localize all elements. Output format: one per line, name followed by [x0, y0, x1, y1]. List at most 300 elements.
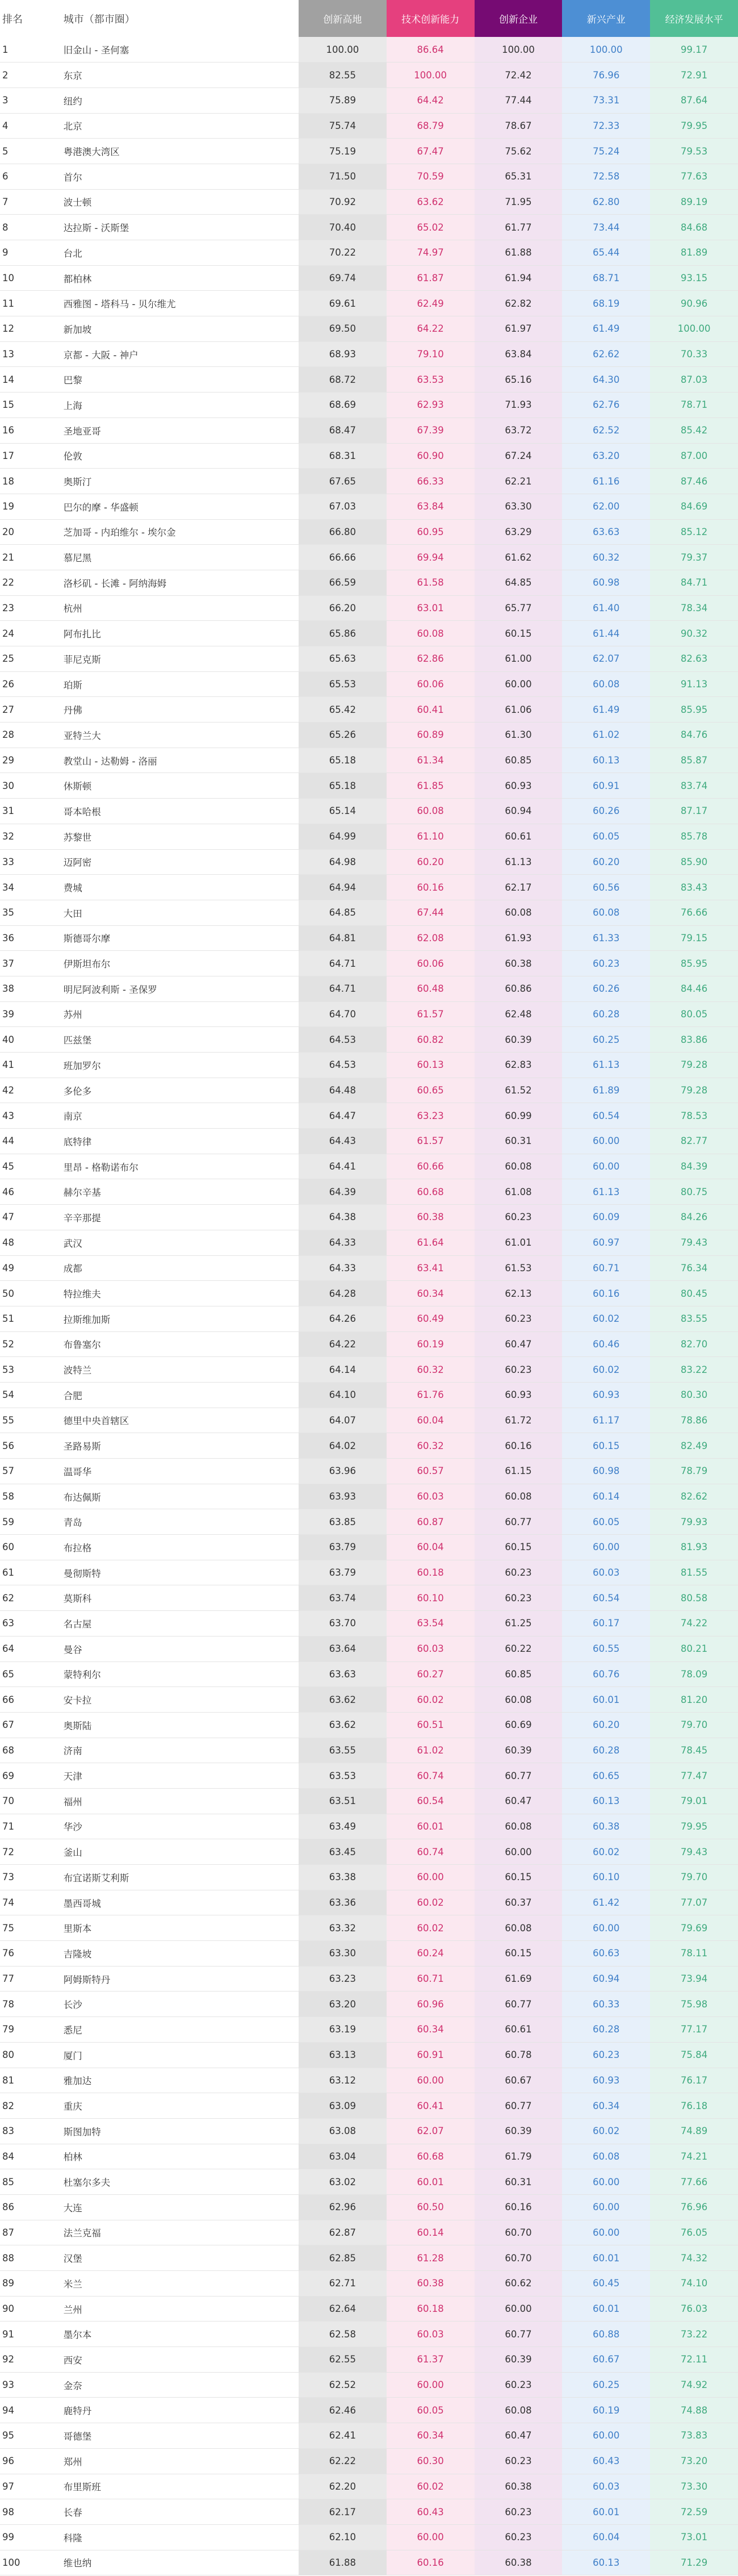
rank-cell: 34 [0, 875, 52, 900]
economic-development-value: 84.39 [650, 1154, 738, 1179]
innovative-enterprise-value: 61.77 [475, 215, 563, 240]
city-name: 鹿特丹 [52, 2398, 299, 2423]
emerging-industry-value: 60.05 [562, 824, 650, 849]
innovation-highland-value: 65.42 [299, 697, 387, 723]
emerging-industry-value: 60.26 [562, 976, 650, 1001]
city-name: 雅加达 [52, 2068, 299, 2093]
innovative-enterprise-value: 60.08 [475, 1154, 563, 1179]
innovation-highland-value: 68.93 [299, 341, 387, 367]
innovation-highland-value: 63.36 [299, 1890, 387, 1915]
city-name: 迈阿密 [52, 849, 299, 875]
table-row [0, 1535, 738, 1560]
city-name: 科隆 [52, 2524, 299, 2550]
rank-cell: 18 [0, 469, 52, 494]
economic-development-value: 84.71 [650, 570, 738, 595]
table-row [0, 443, 738, 469]
table-row [0, 1636, 738, 1661]
rank-cell: 94 [0, 2398, 52, 2423]
city-name: 明尼阿波利斯 - 圣保罗 [52, 976, 299, 1001]
tech-innovation-value: 60.08 [387, 621, 475, 646]
table-row [0, 849, 738, 875]
emerging-industry-value: 60.03 [562, 2474, 650, 2499]
emerging-industry-value: 60.71 [562, 1255, 650, 1281]
city-name: 费城 [52, 875, 299, 900]
table-row [0, 2118, 738, 2144]
tech-innovation-value: 60.10 [387, 1585, 475, 1611]
rank-cell: 12 [0, 316, 52, 342]
city-name: 拉斯维加斯 [52, 1306, 299, 1331]
city-name: 旧金山 - 圣何塞 [52, 37, 299, 62]
emerging-industry-value: 60.94 [562, 1966, 650, 1992]
table-row [0, 2093, 738, 2119]
rank-cell: 25 [0, 646, 52, 672]
innovation-highland-value: 62.71 [299, 2271, 387, 2297]
tech-innovation-value: 60.02 [387, 1915, 475, 1941]
table-row [0, 1103, 738, 1129]
city-name: 都柏林 [52, 265, 299, 291]
tech-innovation-value: 60.68 [387, 2144, 475, 2169]
table-row [0, 1966, 738, 1992]
tech-innovation-value: 60.48 [387, 976, 475, 1001]
city-name: 温哥华 [52, 1459, 299, 1484]
table-row [0, 2322, 738, 2347]
innovative-enterprise-value: 60.39 [475, 2118, 563, 2144]
economic-development-value: 80.75 [650, 1179, 738, 1205]
innovation-highland-value: 64.28 [299, 1281, 387, 1306]
table-row [0, 2245, 738, 2271]
rank-cell: 23 [0, 595, 52, 621]
innovation-highland-value: 63.85 [299, 1509, 387, 1535]
rank-cell: 36 [0, 925, 52, 951]
table-body [0, 37, 738, 2575]
tech-innovation-value: 61.57 [387, 1129, 475, 1154]
innovation-highland-value: 69.50 [299, 316, 387, 342]
innovative-enterprise-value: 60.70 [475, 2220, 563, 2245]
table-row [0, 2271, 738, 2297]
innovation-highland-value: 63.13 [299, 2042, 387, 2068]
rank-cell: 85 [0, 2169, 52, 2195]
emerging-industry-value: 60.00 [562, 1129, 650, 1154]
rank-cell: 42 [0, 1078, 52, 1103]
table-row [0, 595, 738, 621]
rank-cell: 93 [0, 2372, 52, 2398]
emerging-industry-value: 60.20 [562, 1712, 650, 1738]
rank-cell: 6 [0, 164, 52, 189]
economic-development-value: 84.69 [650, 494, 738, 519]
city-name: 杜塞尔多夫 [52, 2169, 299, 2195]
rank-cell: 48 [0, 1230, 52, 1255]
tech-innovation-value: 60.68 [387, 1179, 475, 1205]
innovation-highland-value: 75.74 [299, 113, 387, 139]
economic-development-value: 77.07 [650, 1890, 738, 1915]
table-row [0, 189, 738, 215]
economic-development-value: 82.49 [650, 1433, 738, 1459]
table-row [0, 697, 738, 723]
emerging-industry-value: 60.00 [562, 1154, 650, 1179]
innovative-enterprise-value: 60.77 [475, 2322, 563, 2347]
tech-innovation-value: 60.95 [387, 519, 475, 545]
innovation-highland-value: 64.81 [299, 925, 387, 951]
rank-cell: 63 [0, 1611, 52, 1636]
innovative-enterprise-value: 60.23 [475, 2524, 563, 2550]
tech-innovation-value: 60.50 [387, 2194, 475, 2220]
table-row [0, 773, 738, 799]
city-name: 济南 [52, 1738, 299, 1763]
innovative-enterprise-value: 61.62 [475, 545, 563, 570]
table-row [0, 1560, 738, 1585]
header-rank[interactable]: 排名 [0, 0, 52, 37]
city-name: 休斯顿 [52, 773, 299, 799]
rank-cell: 62 [0, 1585, 52, 1611]
economic-development-value: 74.22 [650, 1611, 738, 1636]
innovation-highland-value: 69.61 [299, 291, 387, 316]
economic-development-value: 87.46 [650, 469, 738, 494]
innovative-enterprise-value: 60.16 [475, 2194, 563, 2220]
innovative-enterprise-value: 60.67 [475, 2068, 563, 2093]
city-name: 哥德堡 [52, 2423, 299, 2449]
emerging-industry-value: 61.33 [562, 925, 650, 951]
table-row [0, 240, 738, 266]
city-name: 奥斯陆 [52, 1712, 299, 1738]
tech-innovation-value: 60.32 [387, 1433, 475, 1459]
city-name: 波士顿 [52, 189, 299, 215]
emerging-industry-value: 60.08 [562, 2144, 650, 2169]
header-row [0, 0, 738, 37]
economic-development-value: 83.43 [650, 875, 738, 900]
innovation-highland-value: 70.22 [299, 240, 387, 266]
city-name: 安卡拉 [52, 1687, 299, 1713]
economic-development-value: 78.86 [650, 1408, 738, 1433]
innovative-enterprise-value: 60.23 [475, 2448, 563, 2474]
innovation-highland-value: 62.22 [299, 2448, 387, 2474]
city-name: 布里斯班 [52, 2474, 299, 2499]
tech-innovation-value: 68.79 [387, 113, 475, 139]
tech-innovation-value: 60.27 [387, 1661, 475, 1687]
economic-development-value: 78.09 [650, 1661, 738, 1687]
tech-innovation-value: 61.76 [387, 1382, 475, 1408]
table-row [0, 1738, 738, 1763]
innovative-enterprise-value: 61.79 [475, 2144, 563, 2169]
innovative-enterprise-value: 60.39 [475, 1027, 563, 1053]
innovative-enterprise-value: 77.44 [475, 87, 563, 113]
innovative-enterprise-value: 64.85 [475, 570, 563, 595]
table-row [0, 37, 738, 62]
tech-innovation-value: 60.89 [387, 723, 475, 748]
economic-development-value: 82.77 [650, 1129, 738, 1154]
table-row [0, 570, 738, 595]
rank-cell: 76 [0, 1941, 52, 1967]
tech-innovation-value: 60.74 [387, 1763, 475, 1789]
innovation-highland-value: 63.49 [299, 1814, 387, 1839]
innovation-highland-value: 75.19 [299, 139, 387, 164]
economic-development-value: 79.28 [650, 1053, 738, 1078]
city-name: 苏黎世 [52, 824, 299, 849]
rank-cell: 57 [0, 1459, 52, 1484]
tech-innovation-value: 60.01 [387, 2169, 475, 2195]
emerging-industry-value: 62.00 [562, 494, 650, 519]
innovation-highland-value: 64.53 [299, 1053, 387, 1078]
emerging-industry-value: 60.02 [562, 1306, 650, 1331]
table-row [0, 1001, 738, 1027]
rank-cell: 29 [0, 748, 52, 773]
table-row [0, 291, 738, 316]
innovative-enterprise-value: 71.93 [475, 393, 563, 418]
emerging-industry-value: 60.23 [562, 2042, 650, 2068]
city-name: 巴黎 [52, 367, 299, 393]
city-name: 布拉格 [52, 1535, 299, 1560]
innovative-enterprise-value: 60.00 [475, 1839, 563, 1865]
city-name: 圣路易斯 [52, 1433, 299, 1459]
emerging-industry-value: 60.00 [562, 1535, 650, 1560]
tech-innovation-value: 60.66 [387, 1154, 475, 1179]
innovative-enterprise-value: 60.15 [475, 621, 563, 646]
city-name: 大连 [52, 2194, 299, 2220]
innovation-highland-value: 64.99 [299, 824, 387, 849]
table-row [0, 1788, 738, 1814]
rank-cell: 88 [0, 2245, 52, 2271]
table-row [0, 2448, 738, 2474]
city-name: 辛辛那提 [52, 1205, 299, 1230]
rank-cell: 83 [0, 2118, 52, 2144]
innovative-enterprise-value: 61.06 [475, 697, 563, 723]
innovative-enterprise-value: 60.61 [475, 2017, 563, 2043]
economic-development-value: 72.11 [650, 2347, 738, 2373]
rank-cell: 61 [0, 1560, 52, 1585]
table-row [0, 1712, 738, 1738]
economic-development-value: 85.90 [650, 849, 738, 875]
innovative-enterprise-value: 60.16 [475, 1433, 563, 1459]
economic-development-value: 91.13 [650, 671, 738, 697]
city-name: 阿布扎比 [52, 621, 299, 646]
city-name: 苏州 [52, 1001, 299, 1027]
innovation-highland-value: 66.80 [299, 519, 387, 545]
emerging-industry-value: 60.46 [562, 1331, 650, 1357]
table-row [0, 925, 738, 951]
innovative-enterprise-value: 60.77 [475, 1763, 563, 1789]
emerging-industry-value: 62.76 [562, 393, 650, 418]
economic-development-value: 93.15 [650, 265, 738, 291]
innovation-highland-value: 68.69 [299, 393, 387, 418]
rank-cell: 56 [0, 1433, 52, 1459]
economic-development-value: 82.62 [650, 1484, 738, 1509]
economic-development-value: 85.95 [650, 697, 738, 723]
rank-cell: 81 [0, 2068, 52, 2093]
economic-development-value: 75.84 [650, 2042, 738, 2068]
rank-cell: 28 [0, 723, 52, 748]
city-name: 长春 [52, 2499, 299, 2525]
emerging-industry-value: 60.67 [562, 2347, 650, 2373]
innovation-highland-value: 63.93 [299, 1484, 387, 1509]
innovation-highland-value: 64.33 [299, 1255, 387, 1281]
innovation-highland-value: 62.96 [299, 2194, 387, 2220]
tech-innovation-value: 60.30 [387, 2448, 475, 2474]
emerging-industry-value: 60.05 [562, 1509, 650, 1535]
innovative-enterprise-value: 60.38 [475, 2550, 563, 2575]
emerging-industry-value: 60.01 [562, 2245, 650, 2271]
innovative-enterprise-value: 62.21 [475, 469, 563, 494]
innovative-enterprise-value: 60.23 [475, 1306, 563, 1331]
tech-innovation-value: 61.10 [387, 824, 475, 849]
innovation-highland-value: 66.66 [299, 545, 387, 570]
emerging-industry-value: 60.55 [562, 1636, 650, 1661]
innovative-enterprise-value: 67.24 [475, 443, 563, 469]
city-name: 釜山 [52, 1839, 299, 1865]
economic-development-value: 80.58 [650, 1585, 738, 1611]
innovation-highland-value: 64.22 [299, 1331, 387, 1357]
economic-development-value: 85.42 [650, 417, 738, 443]
economic-development-value: 90.96 [650, 291, 738, 316]
innovation-highland-value: 63.62 [299, 1687, 387, 1713]
table-row [0, 1941, 738, 1967]
emerging-industry-value: 60.09 [562, 1205, 650, 1230]
emerging-industry-value: 63.20 [562, 443, 650, 469]
innovation-highland-value: 64.38 [299, 1205, 387, 1230]
rank-cell: 5 [0, 139, 52, 164]
innovation-highland-value: 63.38 [299, 1865, 387, 1890]
innovative-enterprise-value: 60.85 [475, 748, 563, 773]
innovation-highland-value: 63.23 [299, 1966, 387, 1992]
emerging-industry-value: 60.02 [562, 1839, 650, 1865]
rank-cell: 15 [0, 393, 52, 418]
table-row [0, 1281, 738, 1306]
rank-cell: 3 [0, 87, 52, 113]
economic-development-value: 84.76 [650, 723, 738, 748]
city-name: 悉尼 [52, 2017, 299, 2043]
economic-development-value: 85.87 [650, 748, 738, 773]
economic-development-value: 76.34 [650, 1255, 738, 1281]
economic-development-value: 73.20 [650, 2448, 738, 2474]
emerging-industry-value: 61.02 [562, 723, 650, 748]
emerging-industry-value: 60.38 [562, 1814, 650, 1839]
city-name: 斯德哥尔摩 [52, 925, 299, 951]
city-name: 西安 [52, 2347, 299, 2373]
city-name: 布鲁塞尔 [52, 1331, 299, 1357]
innovative-enterprise-value: 60.86 [475, 976, 563, 1001]
innovation-highland-value: 64.14 [299, 1357, 387, 1383]
emerging-industry-value: 60.01 [562, 2499, 650, 2525]
economic-development-value: 87.64 [650, 87, 738, 113]
emerging-industry-value: 60.28 [562, 1738, 650, 1763]
city-name: 米兰 [52, 2271, 299, 2297]
rank-cell: 17 [0, 443, 52, 469]
tech-innovation-value: 69.94 [387, 545, 475, 570]
innovation-highland-value: 100.00 [299, 37, 387, 62]
table-row [0, 976, 738, 1001]
economic-development-value: 77.17 [650, 2017, 738, 2043]
rank-cell: 78 [0, 1992, 52, 2017]
tech-innovation-value: 60.38 [387, 2271, 475, 2297]
rank-cell: 92 [0, 2347, 52, 2373]
innovation-highland-value: 62.58 [299, 2322, 387, 2347]
table-row [0, 113, 738, 139]
rank-cell: 38 [0, 976, 52, 1001]
emerging-industry-value: 61.40 [562, 595, 650, 621]
city-name: 新加坡 [52, 316, 299, 342]
emerging-industry-value: 60.93 [562, 2068, 650, 2093]
tech-innovation-value: 60.20 [387, 849, 475, 875]
city-name: 匹兹堡 [52, 1027, 299, 1053]
rank-cell: 77 [0, 1966, 52, 1992]
innovative-enterprise-value: 60.23 [475, 2372, 563, 2398]
economic-development-value: 79.37 [650, 545, 738, 570]
emerging-industry-value: 61.16 [562, 469, 650, 494]
innovation-highland-value: 68.31 [299, 443, 387, 469]
economic-development-value: 79.43 [650, 1230, 738, 1255]
rank-cell: 47 [0, 1205, 52, 1230]
rank-cell: 64 [0, 1636, 52, 1661]
rank-cell: 65 [0, 1661, 52, 1687]
header-city[interactable]: 城市（都市圈） [52, 0, 299, 37]
tech-innovation-value: 62.93 [387, 393, 475, 418]
city-name: 大田 [52, 900, 299, 925]
tech-innovation-value: 60.74 [387, 1839, 475, 1865]
innovative-enterprise-value: 60.39 [475, 1738, 563, 1763]
economic-development-value: 74.32 [650, 2245, 738, 2271]
tech-innovation-value: 70.59 [387, 164, 475, 189]
rank-cell: 70 [0, 1788, 52, 1814]
economic-development-value: 76.17 [650, 2068, 738, 2093]
rank-cell: 40 [0, 1027, 52, 1053]
rank-cell: 66 [0, 1687, 52, 1713]
emerging-industry-value: 61.13 [562, 1053, 650, 1078]
rank-cell: 55 [0, 1408, 52, 1433]
innovative-enterprise-value: 61.13 [475, 849, 563, 875]
table-row [0, 393, 738, 418]
rank-cell: 53 [0, 1357, 52, 1383]
table-row [0, 2550, 738, 2575]
rank-cell: 1 [0, 37, 52, 62]
city-name: 汉堡 [52, 2245, 299, 2271]
innovation-highland-value: 68.72 [299, 367, 387, 393]
tech-innovation-value: 61.64 [387, 1230, 475, 1255]
economic-development-value: 83.22 [650, 1357, 738, 1383]
header-innovation-highland[interactable]: 创新高地 [299, 0, 387, 37]
economic-development-value: 82.70 [650, 1331, 738, 1357]
header-innovative-enterprise[interactable]: 创新企业 [475, 0, 563, 37]
innovative-enterprise-value: 65.16 [475, 367, 563, 393]
table-row [0, 621, 738, 646]
emerging-industry-value: 62.07 [562, 646, 650, 672]
table-row [0, 265, 738, 291]
header-economic-development[interactable]: 经济发展水平 [650, 0, 738, 37]
innovation-highland-value: 70.40 [299, 215, 387, 240]
city-name: 合肥 [52, 1382, 299, 1408]
innovation-highland-value: 63.62 [299, 1712, 387, 1738]
rank-cell: 26 [0, 671, 52, 697]
header-tech-innovation[interactable]: 技术创新能力 [387, 0, 475, 37]
innovative-enterprise-value: 61.30 [475, 723, 563, 748]
city-name: 阿姆斯特丹 [52, 1966, 299, 1992]
table-row [0, 519, 738, 545]
economic-development-value: 79.70 [650, 1865, 738, 1890]
economic-development-value: 79.53 [650, 139, 738, 164]
innovation-highland-value: 64.71 [299, 976, 387, 1001]
economic-development-value: 85.78 [650, 824, 738, 849]
emerging-industry-value: 60.13 [562, 2550, 650, 2575]
tech-innovation-value: 60.16 [387, 875, 475, 900]
header-emerging-industry[interactable]: 新兴产业 [562, 0, 650, 37]
tech-innovation-value: 60.41 [387, 2093, 475, 2119]
tech-innovation-value: 60.13 [387, 1053, 475, 1078]
innovative-enterprise-value: 60.47 [475, 2423, 563, 2449]
tech-innovation-value: 60.03 [387, 1484, 475, 1509]
rank-cell: 50 [0, 1281, 52, 1306]
economic-development-value: 85.95 [650, 951, 738, 976]
table-row [0, 2474, 738, 2499]
tech-innovation-value: 60.00 [387, 2068, 475, 2093]
economic-development-value: 78.53 [650, 1103, 738, 1129]
table-row [0, 1205, 738, 1230]
